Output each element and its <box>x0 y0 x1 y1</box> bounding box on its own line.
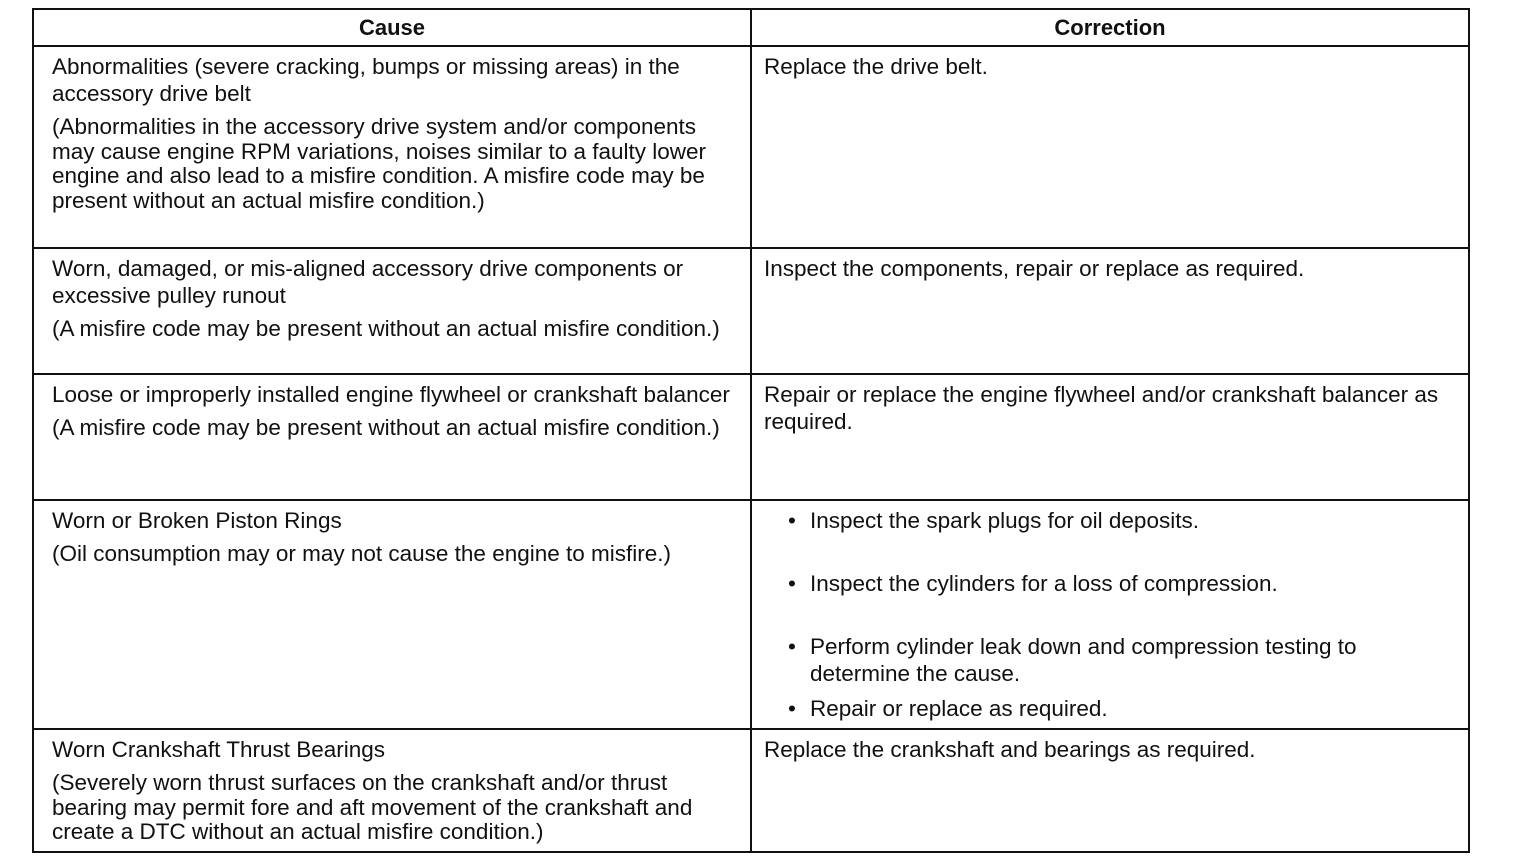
bullet-icon: • <box>788 571 796 596</box>
correction-cell <box>751 500 1469 729</box>
table-row <box>33 500 1469 729</box>
table-row <box>33 248 1469 374</box>
correction-cell <box>751 248 1469 374</box>
bullet-item <box>786 507 1456 534</box>
header-correction: Correction <box>751 9 1469 46</box>
cause-text: Worn Crankshaft Thrust Bearings <box>52 737 386 762</box>
cause-cell <box>33 729 751 852</box>
bullet-icon: • <box>788 508 796 533</box>
bullet-item <box>786 570 1456 597</box>
bullet-icon: • <box>788 696 796 721</box>
bullet-icon: • <box>788 634 796 659</box>
diagnostic-table <box>32 8 1470 853</box>
table-row <box>33 729 1469 852</box>
cause-note: (Severely worn thrust surfaces on the crankshaft and/or thrust bearing may permit fore and aft movement of the crankshaft and create a DTC without an actual misfire condition.) <box>52 770 693 844</box>
cause-text: Worn, damaged, or mis-aligned accessory drive components or excessive pulley runout <box>52 256 684 308</box>
cause-cell <box>33 248 751 374</box>
correction-cell <box>751 729 1469 852</box>
cause-note: (A misfire code may be present without an actual misfire condition.) <box>52 415 720 440</box>
correction-text: Inspect the components, repair or replace as required. <box>764 256 1305 281</box>
cause-cell <box>33 374 751 500</box>
correction-text: Replace the drive belt. <box>764 54 988 79</box>
table-row <box>33 374 1469 500</box>
bullet-item <box>786 695 1456 722</box>
cause-note: (Oil consumption may or may not cause the engine to misfire.) <box>52 541 672 566</box>
bullet-text: Perform cylinder leak down and compression testing to determine the cause. <box>810 634 1357 686</box>
table-row <box>33 46 1469 248</box>
correction-text: Repair or replace the engine flywheel and/or crankshaft balancer as required. <box>764 382 1439 434</box>
correction-bullet-list <box>764 507 1456 722</box>
cause-cell <box>33 46 751 248</box>
cause-text: Loose or improperly installed engine flywheel or crankshaft balancer <box>52 382 730 407</box>
cause-text: Abnormalities (severe cracking, bumps or missing areas) in the accessory drive belt <box>52 54 680 106</box>
bullet-text: Inspect the cylinders for a loss of compression. <box>810 571 1278 596</box>
bullet-text: Inspect the spark plugs for oil deposits. <box>810 508 1199 533</box>
bullet-text: Repair or replace as required. <box>810 696 1108 721</box>
cause-note: (A misfire code may be present without an actual misfire condition.) <box>52 316 720 341</box>
table-header-row <box>33 9 1469 46</box>
cause-note: (Abnormalities in the accessory drive system and/or components may cause engine RPM variations, noises similar to a faulty lower engine and also lead to a misfire condition. A misfire code may be present without an actual misfire condition.) <box>52 114 707 213</box>
cause-cell <box>33 500 751 729</box>
bullet-item <box>786 633 1456 687</box>
header-cause: Cause <box>33 9 751 46</box>
cause-text: Worn or Broken Piston Rings <box>52 508 342 533</box>
correction-text: Replace the crankshaft and bearings as required. <box>764 737 1256 762</box>
correction-cell <box>751 374 1469 500</box>
correction-cell <box>751 46 1469 248</box>
